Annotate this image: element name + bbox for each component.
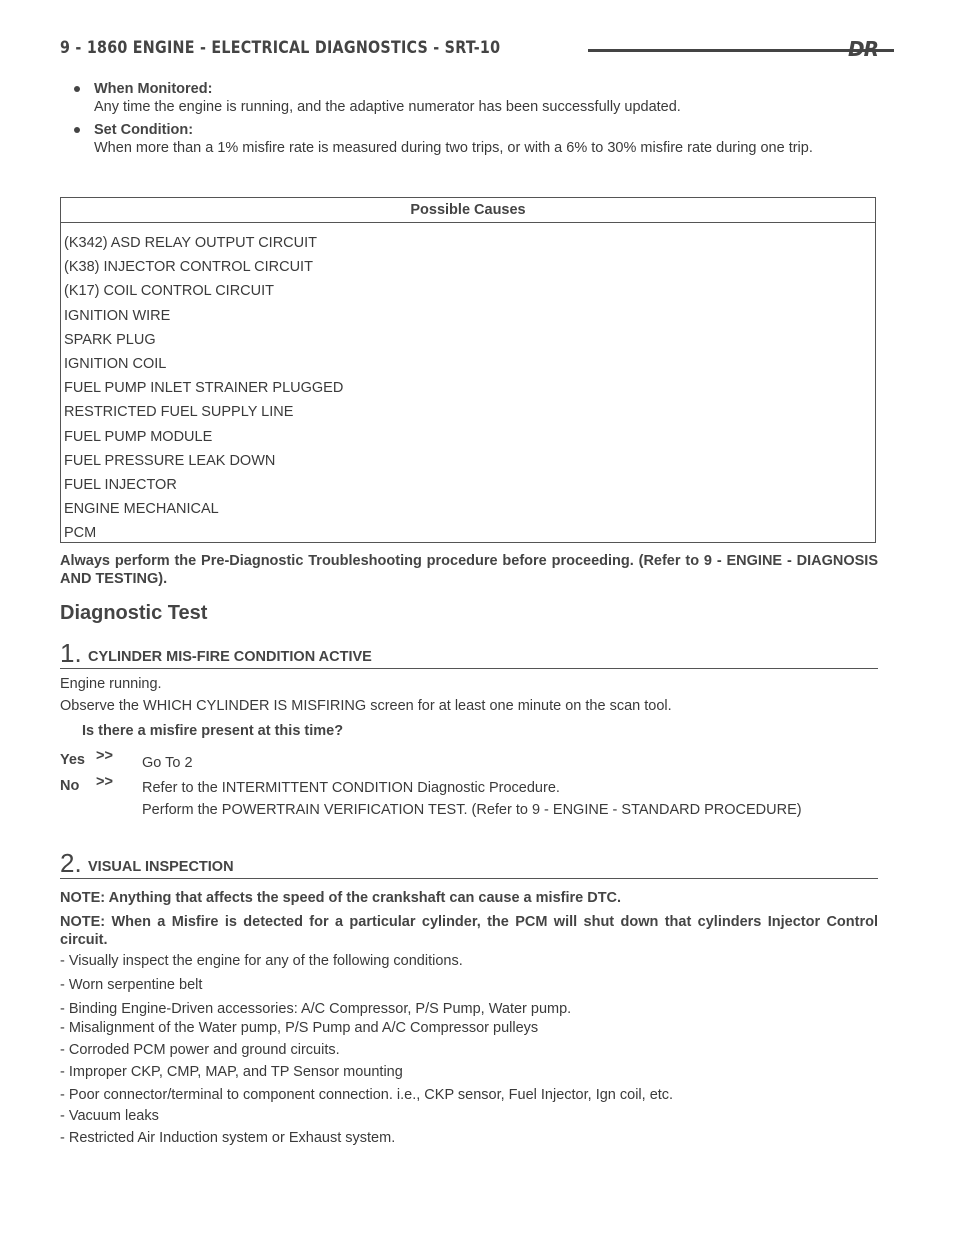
answer-yes-text: Go To 2 — [142, 755, 193, 771]
step-2-header — [60, 848, 878, 879]
answer-arrow: >> — [96, 748, 113, 764]
cause-item: PCM — [64, 525, 97, 542]
step-2-line: - Misalignment of the Water pump, P/S Pump and A/C Compressor pulleys — [60, 1020, 539, 1036]
cause-item: (K38) INJECTOR CONTROL CIRCUIT — [64, 259, 313, 276]
step-2-line: - Worn serpentine belt — [60, 977, 203, 993]
cause-item: RESTRICTED FUEL SUPPLY LINE — [64, 404, 294, 421]
answer-yes-key: Yes — [60, 752, 85, 768]
step-2-line: - Visually inspect the engine for any of the following conditions. — [60, 953, 463, 969]
answer-no-text-2: Perform the POWERTRAIN VERIFICATION TEST. (Refer to 9 - ENGINE - STANDARD PROCEDURE) — [142, 802, 802, 818]
step-2-note-1: NOTE: Anything that affects the speed of the crankshaft can cause a misfire DTC. — [60, 890, 622, 906]
bullet-dot — [74, 86, 80, 92]
bullet-label: Set Condition: — [94, 122, 194, 138]
possible-causes-table — [60, 197, 876, 543]
step-1-line: Observe the WHICH CYLINDER IS MISFIRING screen for at least one minute on the scan tool. — [60, 698, 672, 714]
possible-causes-list — [64, 234, 343, 548]
bullet-set-condition — [74, 121, 884, 175]
cause-item: FUEL PUMP INLET STRAINER PLUGGED — [64, 380, 344, 397]
cause-item: FUEL PRESSURE LEAK DOWN — [64, 452, 276, 469]
step-2-line: - Binding Engine-Driven accessories: A/C Compressor, P/S Pump, Water pump. — [60, 1001, 572, 1017]
page-header — [60, 38, 878, 64]
answer-no-text: Refer to the INTERMITTENT CONDITION Diagnostic Procedure. — [142, 780, 560, 796]
bullet-dot — [74, 127, 80, 133]
cause-item: (K342) ASD RELAY OUTPUT CIRCUIT — [64, 235, 318, 251]
diagnostic-test-heading: Diagnostic Test — [60, 602, 208, 624]
step-2-line: - Vacuum leaks — [60, 1108, 159, 1124]
step-number: 1. — [60, 638, 82, 668]
step-title: CYLINDER MIS-FIRE CONDITION ACTIVE — [88, 649, 372, 665]
answer-arrow: >> — [96, 774, 113, 790]
cause-item: IGNITION WIRE — [64, 307, 171, 324]
cause-item: FUEL INJECTOR — [64, 476, 177, 493]
step-1-question: Is there a misfire present at this time? — [82, 723, 344, 739]
step-title: VISUAL INSPECTION — [88, 859, 234, 875]
header-logo: DR — [847, 37, 878, 61]
bullet-label: When Monitored: — [94, 81, 213, 97]
cause-item: (K17) COIL CONTROL CIRCUIT — [64, 283, 275, 300]
step-number: 2. — [60, 848, 82, 878]
bullet-text: Any time the engine is running, and the adaptive numerator has been successfully updated. — [94, 99, 681, 115]
step-1-line: Engine running. — [60, 676, 162, 692]
step-2-line: - Improper CKP, CMP, MAP, and TP Sensor mounting — [60, 1064, 403, 1080]
bullet-when-monitored — [74, 80, 884, 116]
bullet-text: When more than a 1% misfire rate is measured during two trips, or with a 6% to 30% misfire rate during one trip. — [94, 140, 813, 156]
step-2-line: - Poor connector/terminal to component connection. i.e., CKP sensor, Fuel Injector, Ign coil, etc. — [60, 1087, 674, 1103]
cause-item: SPARK PLUG — [64, 331, 156, 348]
step-2-line: - Restricted Air Induction system or Exhaust system. — [60, 1130, 396, 1146]
cause-item: FUEL PUMP MODULE — [64, 428, 213, 445]
cause-item: ENGINE MECHANICAL — [64, 501, 219, 518]
step-2-line: - Corroded PCM power and ground circuits. — [60, 1042, 340, 1058]
cause-item: IGNITION COIL — [64, 355, 167, 372]
pre-diagnostic-note: Always perform the Pre-Diagnostic Troubleshooting procedure before proceeding. (Refer to 9 - ENGINE - DIAGNOSIS AND TESTING). — [60, 553, 878, 587]
possible-causes-heading: Possible Causes — [61, 198, 875, 223]
header-title: 9 - 1860 ENGINE - ELECTRICAL DIAGNOSTICS - SRT-10 — [60, 38, 501, 58]
step-1-header — [60, 638, 878, 669]
answer-no-key: No — [60, 778, 80, 794]
step-2-note-2: NOTE: When a Misfire is detected for a particular cylinder, the PCM will shut down that cylinders Injector Control circuit. — [60, 914, 878, 948]
